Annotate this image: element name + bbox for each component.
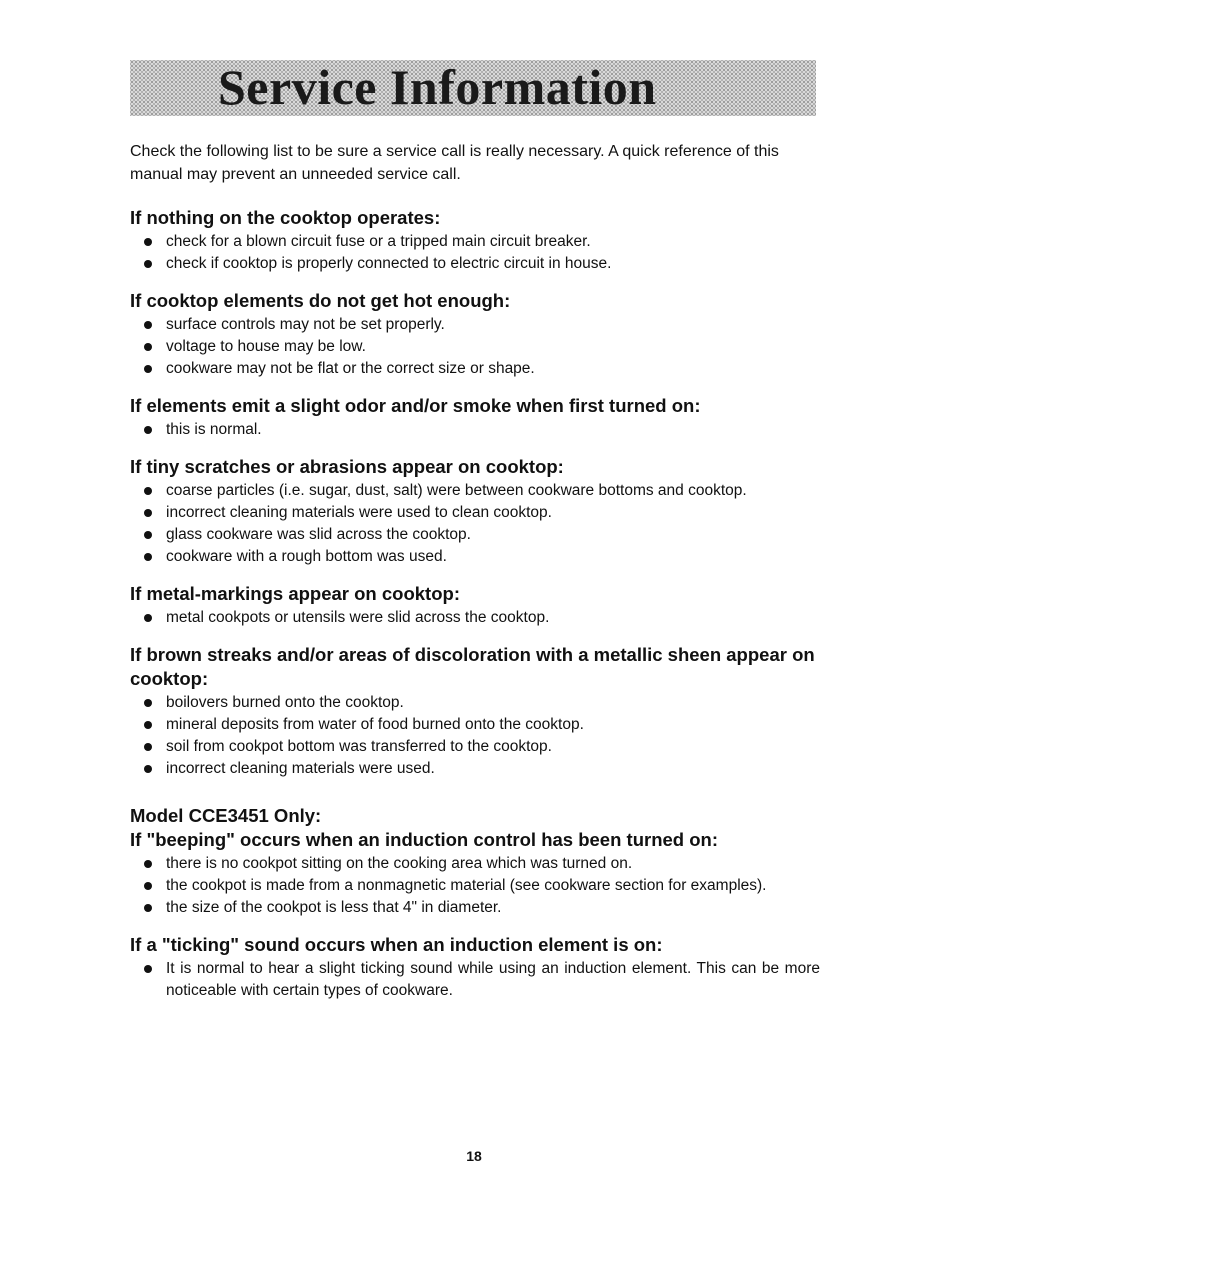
content: [130, 140, 820, 1016]
section-heading: If metal-markings appear on cooktop:: [130, 583, 460, 604]
bullet-list: [130, 853, 820, 919]
bullet-icon: [144, 699, 152, 707]
bullet-icon: [144, 509, 152, 517]
list-item: metal cookpots or utensils were slid across the cooktop.: [130, 607, 820, 629]
bullet-icon: [144, 553, 152, 561]
section-metal-markings: [130, 582, 820, 629]
model-heading: Model CCE3451 Only:: [130, 805, 322, 826]
bullet-list: [130, 314, 820, 380]
section-heading: If a "ticking" sound occurs when an induction element is on:: [130, 934, 663, 955]
bullet-icon: [144, 860, 152, 868]
bullet-icon: [144, 904, 152, 912]
section-not-hot-enough: [130, 289, 820, 380]
bullet-icon: [144, 614, 152, 622]
bullet-icon: [144, 321, 152, 329]
section-scratches: [130, 455, 820, 568]
section-brown-streaks: [130, 643, 820, 780]
list-item: coarse particles (i.e. sugar, dust, salt) were between cookware bottoms and cooktop.: [130, 480, 820, 502]
list-item: this is normal.: [130, 419, 820, 441]
section-beeping: [130, 828, 820, 919]
bullet-icon: [144, 343, 152, 351]
intro-paragraph: Check the following list to be sure a service call is really necessary. A quick reference of this manual may prevent an unneeded service call.: [130, 143, 779, 183]
list-item: cookware with a rough bottom was used.: [130, 546, 820, 568]
bullet-icon: [144, 765, 152, 773]
bullet-list: [130, 480, 820, 568]
bullet-icon: [144, 721, 152, 729]
troubleshooting-list: [130, 206, 820, 780]
bullet-icon: [144, 260, 152, 268]
list-item: surface controls may not be set properly.: [130, 314, 820, 336]
list-item: It is normal to hear a slight ticking sound while using an induction element. This can be more noticeable with certain types of cookware.: [130, 958, 820, 1002]
bullet-icon: [144, 426, 152, 434]
bullet-list: [130, 692, 820, 780]
list-item: voltage to house may be low.: [130, 336, 820, 358]
model-troubleshooting-list: [130, 828, 820, 1002]
bullet-icon: [144, 743, 152, 751]
section-heading: If cooktop elements do not get hot enough:: [130, 290, 511, 311]
bullet-list: [130, 231, 820, 275]
page-number: 18: [466, 1148, 482, 1164]
list-item: check for a blown circuit fuse or a tripped main circuit breaker.: [130, 231, 820, 253]
list-item: mineral deposits from water of food burned onto the cooktop.: [130, 714, 820, 736]
list-item: incorrect cleaning materials were used.: [130, 758, 820, 780]
section-heading: If elements emit a slight odor and/or smoke when first turned on:: [130, 395, 701, 416]
bullet-icon: [144, 365, 152, 373]
page-title: Service Information: [218, 59, 657, 115]
bullet-icon: [144, 238, 152, 246]
list-item: the size of the cookpot is less that 4" in diameter.: [130, 897, 820, 919]
section-ticking: [130, 933, 820, 1002]
list-item: glass cookware was slid across the cooktop.: [130, 524, 820, 546]
bullet-list: [130, 419, 820, 441]
section-heading: If "beeping" occurs when an induction control has been turned on:: [130, 829, 718, 850]
list-item: soil from cookpot bottom was transferred to the cooktop.: [130, 736, 820, 758]
bullet-list: [130, 607, 820, 629]
list-item: the cookpot is made from a nonmagnetic material (see cookware section for examples).: [130, 875, 820, 897]
list-item: boilovers burned onto the cooktop.: [130, 692, 820, 714]
section-heading: If brown streaks and/or areas of discoloration with a metallic sheen appear on cooktop:: [130, 644, 815, 689]
list-item: check if cooktop is properly connected to electric circuit in house.: [130, 253, 820, 275]
section-odor-smoke: [130, 394, 820, 441]
bullet-icon: [144, 965, 152, 973]
bullet-icon: [144, 487, 152, 495]
list-item: there is no cookpot sitting on the cooking area which was turned on.: [130, 853, 820, 875]
title-banner: [130, 60, 816, 116]
bullet-list: [130, 958, 820, 1002]
section-heading: If nothing on the cooktop operates:: [130, 207, 441, 228]
section-heading: If tiny scratches or abrasions appear on cooktop:: [130, 456, 564, 477]
list-item: incorrect cleaning materials were used to clean cooktop.: [130, 502, 820, 524]
list-item: cookware may not be flat or the correct size or shape.: [130, 358, 820, 380]
bullet-icon: [144, 882, 152, 890]
bullet-icon: [144, 531, 152, 539]
section-nothing-operates: [130, 206, 820, 275]
